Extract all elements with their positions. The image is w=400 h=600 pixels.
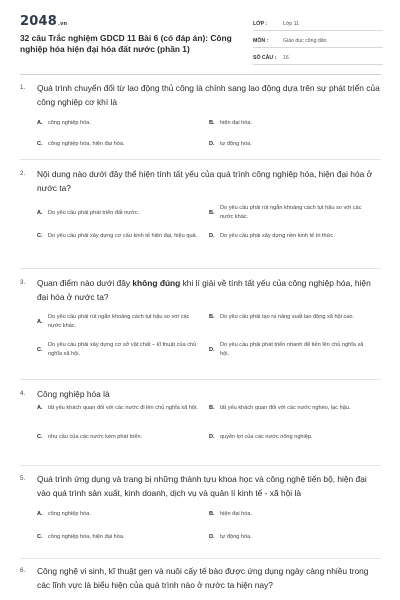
option-text: Do yêu cầu phải phát triển đất nước.	[48, 210, 140, 216]
option-a[interactable]	[37, 313, 207, 330]
option-letter: D.	[209, 346, 215, 353]
option-letter: D.	[209, 433, 215, 440]
meta-row-subject	[253, 32, 383, 48]
option-letter: B.	[209, 209, 215, 216]
question-emphasis: không đúng	[132, 278, 181, 288]
option-b[interactable]	[209, 119, 252, 128]
option-text: quyền lợi của các nước nông nghiệp.	[220, 433, 313, 440]
option-text: tất yếu khách quan đối với các nước nghèo, lạc hậu.	[220, 404, 351, 411]
question-number: 1.	[20, 84, 26, 91]
meta-label: SỐ CÂU :	[253, 55, 277, 61]
question-number: 3.	[20, 279, 26, 286]
option-letter: C.	[37, 346, 43, 353]
option-text: Do yêu cầu phải phát triển nhanh để tiến lên chủ nghĩa xã hội.	[220, 342, 364, 357]
option-text: Do yêu cầu phải rút ngắn khoảng cách tụt hậu so với các nước khác.	[48, 314, 190, 329]
meta-row-grade	[253, 15, 383, 31]
option-text: Do yêu cầu phải xây dựng cơ cấu kinh tế hiện đại, hiệu quả.	[48, 233, 198, 239]
logo-suffix: .vn	[57, 21, 68, 27]
option-c[interactable]	[37, 533, 125, 542]
option-letter: B.	[209, 314, 215, 321]
question-text-part: Quan điểm nào dưới đây	[37, 278, 133, 288]
option-a[interactable]	[37, 510, 91, 519]
meta-row-count	[253, 49, 383, 65]
question-divider	[20, 268, 381, 269]
option-text: Do yêu cầu phải tạo ra năng suất lao động xã hội cao.	[220, 314, 355, 320]
question-4	[20, 388, 381, 452]
option-a[interactable]	[37, 119, 91, 128]
question-6	[20, 565, 381, 592]
question-3	[20, 277, 381, 366]
option-c[interactable]	[37, 140, 125, 149]
question-text	[37, 277, 381, 304]
option-text: Do yêu cầu phải rút ngắn khoảng cách tụt hậu so với các nước khác.	[220, 205, 362, 220]
option-letter: B.	[209, 511, 215, 518]
question-text: Công nghệ vi sinh, kĩ thuật gen và nuôi cấy tế bào được ứng dụng ngày càng nhiều trong các lĩnh vực là biểu hiện của quá trình nào ở nước ta hiện nay?	[37, 566, 369, 590]
question-1	[20, 82, 381, 149]
header-divider	[20, 74, 381, 75]
option-letter: D.	[209, 233, 215, 240]
option-letter: A.	[37, 120, 43, 127]
option-b[interactable]	[209, 204, 379, 221]
meta-table	[253, 15, 383, 66]
question-number: 4.	[20, 390, 26, 397]
question-2	[20, 168, 381, 255]
option-letter: D.	[209, 141, 215, 148]
option-letter: A.	[37, 404, 43, 411]
option-c[interactable]	[37, 433, 142, 442]
question-number: 2.	[20, 170, 26, 177]
question-divider	[20, 159, 381, 160]
option-text: hiện đại hóa.	[220, 511, 253, 517]
option-d[interactable]	[209, 341, 379, 358]
option-letter: A.	[37, 511, 43, 518]
option-list	[37, 195, 381, 255]
option-letter: C.	[37, 141, 43, 148]
option-b[interactable]	[209, 313, 379, 322]
question-divider	[20, 558, 381, 559]
option-text: công nghiệp hóa, hiện đại hóa.	[48, 534, 125, 540]
meta-value: 16	[283, 55, 289, 61]
document-header	[0, 0, 400, 78]
option-c[interactable]	[37, 341, 207, 358]
question-divider	[20, 379, 381, 380]
site-logo[interactable]	[20, 14, 67, 29]
option-text: tự động hóa.	[220, 534, 252, 540]
question-text: Nội dung nào dưới đây thể hiện tính tất yếu của quá trình công nghiệp hóa, hiện đại hóa ở nước ta?	[37, 169, 373, 193]
option-d[interactable]	[209, 140, 252, 149]
meta-label: LỚP :	[253, 21, 268, 27]
question-divider	[20, 465, 381, 466]
document-title: 32 câu Trắc nghiệm GDCD 11 Bài 6 (có đáp án): Công nghiệp hóa hiện đại hóa đất nước (phần 1)	[20, 33, 232, 54]
question-5	[20, 473, 381, 542]
option-b[interactable]	[209, 404, 379, 413]
option-text: nhu cầu của các nước kém phát triển.	[48, 433, 143, 440]
option-letter: B.	[209, 404, 215, 411]
option-text: công nghiệp hóa.	[48, 511, 91, 517]
option-letter: C.	[37, 433, 43, 440]
question-text-part: khi lí giải về tính tất yếu của công nghiệp hóa, hiện đại hóa ở nước ta?	[37, 278, 371, 302]
option-b[interactable]	[209, 510, 252, 519]
option-d[interactable]	[209, 232, 379, 241]
option-d[interactable]	[209, 533, 252, 542]
question-text: Công nghiệp hóa là	[37, 389, 110, 399]
option-d[interactable]	[209, 433, 313, 442]
option-list	[37, 402, 381, 452]
option-letter: C.	[37, 534, 43, 541]
question-number: 6.	[20, 567, 26, 574]
option-text: tất yếu khách quan đối với các nước đi lên chủ nghĩa xã hội.	[48, 404, 198, 411]
meta-label: MÔN :	[253, 38, 269, 44]
option-letter: B.	[209, 120, 215, 127]
option-letter: A.	[37, 318, 43, 325]
option-letter: D.	[209, 534, 215, 541]
option-letter: C.	[37, 233, 43, 240]
option-text: Do yêu cầu phải xây dựng cơ sở vật chất – kĩ thuật của chủ nghĩa xã hội.	[48, 342, 197, 357]
option-text: Do yêu cầu phải xây dựng nền kinh tế tri thức.	[220, 233, 335, 239]
meta-value: Lớp 11	[283, 21, 299, 27]
option-text: tự động hóa.	[220, 141, 252, 147]
option-text: công nghiệp hóa.	[48, 120, 91, 126]
option-c[interactable]	[37, 232, 207, 241]
logo-text: 2048	[20, 14, 57, 29]
question-text: Quá trình ứng dụng và trang bị những thành tựu khoa học và công nghệ tiến bộ, hiện đại vào quá trình sản xuất, kinh doanh, dịch vụ và quản lí kinh tế - xã hội là	[37, 474, 367, 498]
question-text: Quá trình chuyển đổi từ lao động thủ công là chính sang lao động dựa trên sự phát triển của công nghiệp cơ khí là	[37, 83, 380, 107]
option-list	[37, 500, 381, 542]
option-list	[37, 304, 381, 366]
option-text: công nghiệp hóa, hiện đại hóa.	[48, 141, 125, 147]
option-letter: A.	[37, 210, 43, 217]
meta-value: Giáo dục công dân	[283, 38, 327, 44]
option-a[interactable]	[37, 209, 207, 218]
option-list	[37, 109, 381, 149]
option-a[interactable]	[37, 404, 207, 413]
question-number: 5.	[20, 475, 26, 482]
option-text: hiện đại hóa.	[220, 120, 253, 126]
